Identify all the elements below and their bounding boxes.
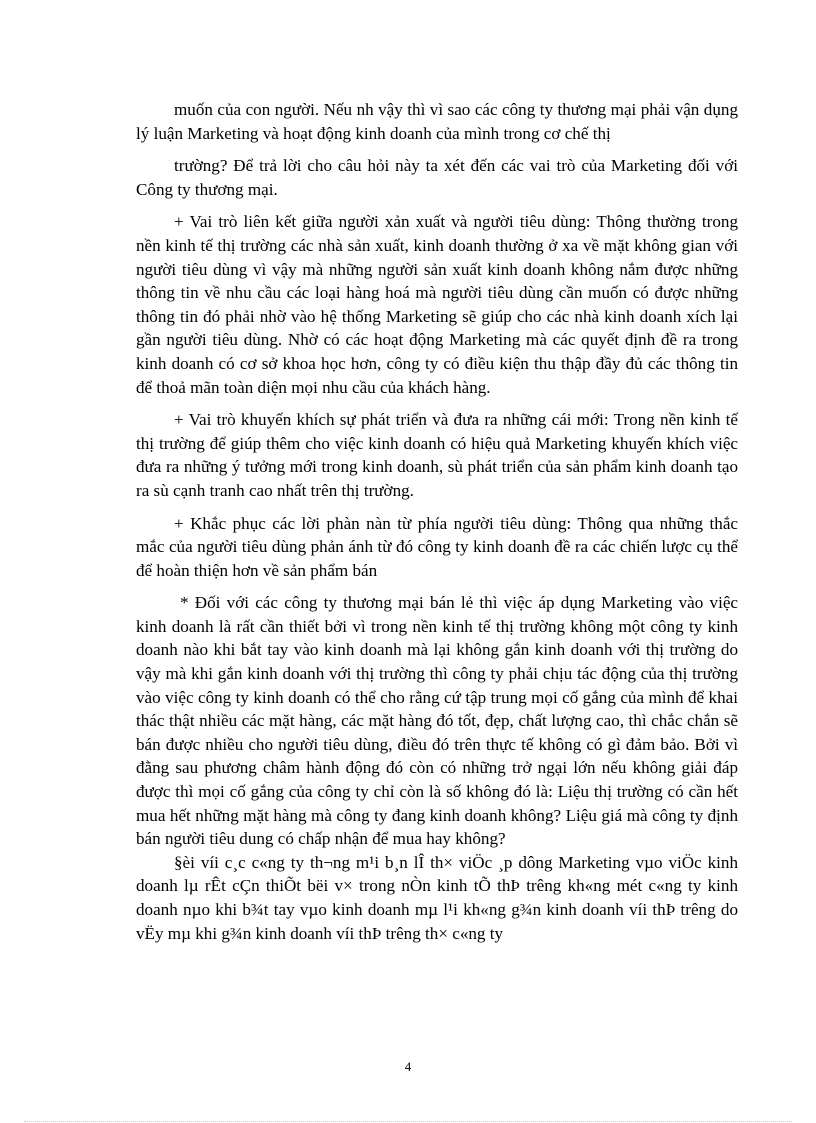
paragraph-complaints: + Khắc phục các lời phàn nàn từ phía người tiêu dùng: Thông qua những thắc mắc của người tiêu dùng phản ánh từ đó công ty kinh doanh đề ra các chiến lược cụ thể để hoàn thiện hơn về sản phẩm bán (136, 513, 738, 580)
page-bottom-divider (24, 1121, 792, 1122)
paragraph-legacy-encoding: §èi víi c¸c c«ng ty th¬ng m¹i b¸n lÎ th× viÖc ¸p dông Marketing vµo viÖc kinh doanh lµ rÊt cÇn thiÕt bëi v× trong nÒn kinh tÕ thÞ trêng kh«ng mét c«ng ty kinh doanh nµo khi b¾t tay vµo kinh doanh mµ l¹i kh«ng g¾n kinh doanh víi thÞ trêng do vËy mµ khi g¾n kinh doanh víi thÞ trêng th× c«ng ty (136, 852, 738, 943)
paragraph-continuation: muốn của con người. Nếu nh vậy thì vì sao các công ty thương mại phải vận dụng lý luận Marketing và hoạt động kinh doanh của mình trong cơ chế thị (136, 100, 738, 143)
paragraph-retail: * Đối với các công ty thương mại bán lẻ thì việc áp dụng Marketing vào việc kinh doanh là rất cần thiết bởi vì trong nền kinh tế thị trường không một công ty kinh doanh nào khi bắt tay vào kinh doanh mà lại không gắn kinh doanh với thị trường do vậy mà khi gắn kinh doanh với thị trường thì công ty phải chịu tác động của thị trường vào việc công ty kinh doanh có thể cho rằng cứ tập trung mọi cố gắng của mình để khai thác thật nhiều các mặt hàng, các mặt hàng đó tốt, đẹp, chất lượng cao, thì chắc chắn sẽ bán được nhiều cho người tiêu dùng, điều đó trên thực tế không có gì đảm bảo. Bởi vì đằng sau phương châm hành động đó còn có những trở ngại lớn nếu không giải đáp được thì mọi cố gắng của công ty chỉ còn là số không đó là: Liệu thị trường có cần hết mua hết những mặt hàng mà công ty đang kinh doanh không? Liệu giá mà công ty định bán người tiêu dung có chấp nhận để mua hay không? (136, 593, 738, 849)
body-text (136, 98, 738, 945)
paragraph-question: trường? Để trả lời cho câu hỏi này ta xét đến các vai trò của Marketing đối với Công ty thương mại. (136, 156, 738, 199)
page-number: 4 (404, 1059, 412, 1074)
paragraph-innovation-role: + Vai trò khuyến khích sự phát triển và đưa ra những cái mới: Trong nền kinh tế thị trường để giúp thêm cho việc kinh doanh có hiệu quả Marketing khuyến khích việc đưa ra những ý tưởng mới trong kinh doanh, sù phát triển của sản phẩm kinh doanh tạo ra sù cạnh tranh cao nhất trên thị trường. (136, 410, 738, 500)
paragraph-link-role: + Vai trò liên kết giữa người xản xuất và người tiêu dùng: Thông thường trong nền kinh tế thị trường các nhà sản xuất, kinh doanh thường ở xa về mặt không gian với người tiêu dùng vì vậy mà những người sản xuất kinh doanh không nắm được những thông tin về nhu cầu các loại hàng hoá mà người tiêu dùng cần muốn có được những thông tin đó phải nhờ vào hệ thống Marketing sẽ giúp cho các nhà kinh doanh xích lại gần người tiêu dùng. Nhờ có các hoạt động Marketing mà các quyết định đề ra trong kinh doanh có cơ sở khoa học hơn, công ty có điều kiện thu thập đầy đủ các thông tin để thoả mãn toàn diện mọi nhu cầu của khách hàng. (136, 212, 738, 397)
